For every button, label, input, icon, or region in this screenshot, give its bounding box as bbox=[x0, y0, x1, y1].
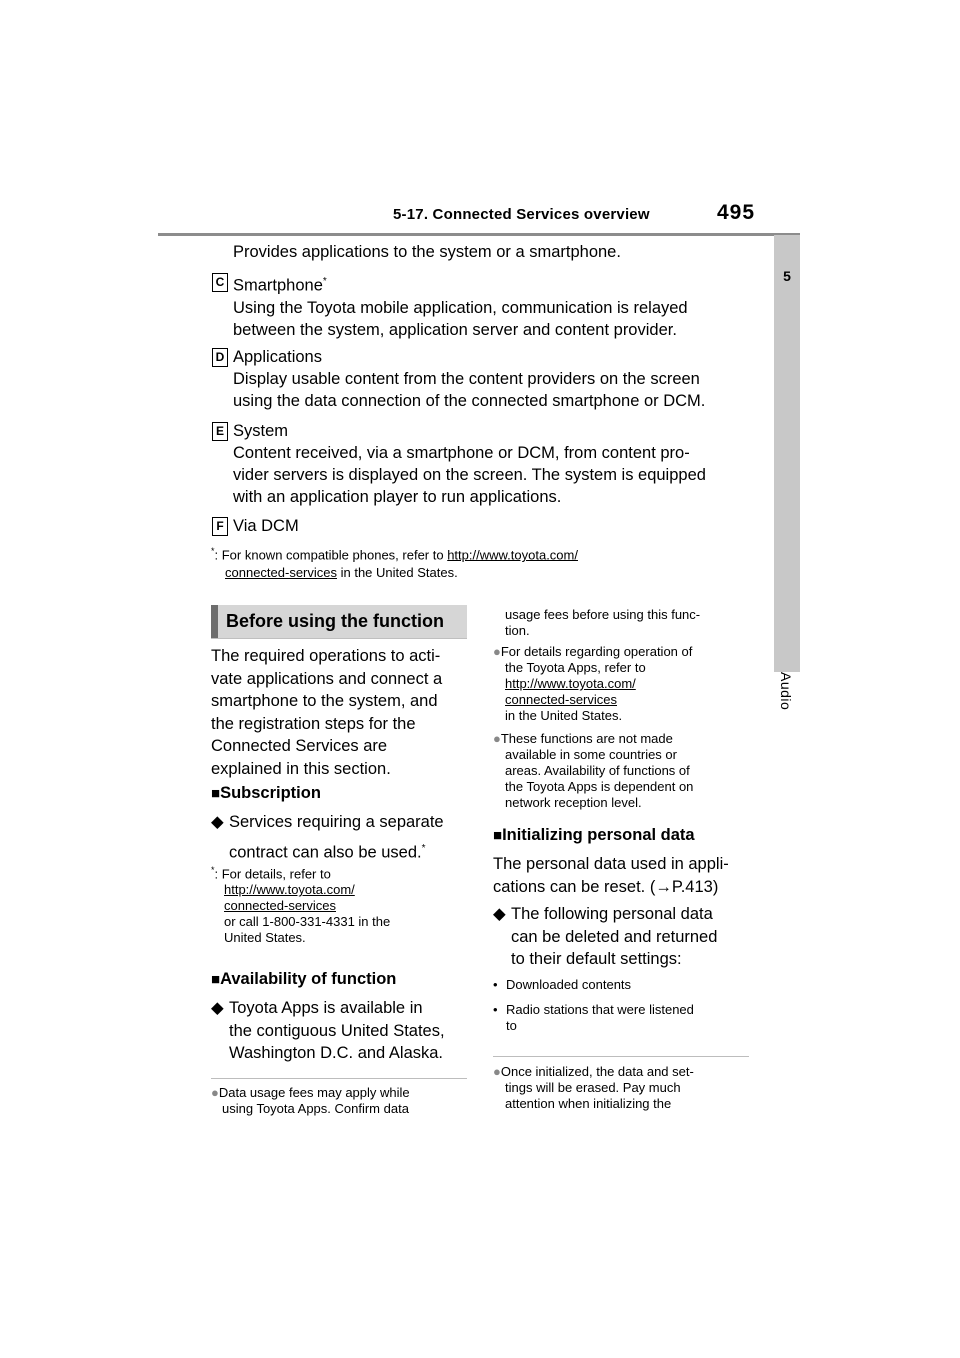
marker-d: D bbox=[212, 348, 228, 367]
bullet-text: the contiguous United States, bbox=[229, 1021, 445, 1040]
circle-bullet-icon: ● bbox=[493, 731, 501, 746]
note-initialized bbox=[493, 1064, 694, 1112]
square-bullet-icon: ■ bbox=[493, 827, 503, 844]
footnote-text: or call 1-800-331-4331 in the bbox=[224, 914, 391, 930]
item-line: Using the Toyota mobile application, communication is relayed bbox=[233, 298, 688, 317]
item-system bbox=[233, 420, 706, 508]
page-ref-arrow-icon: → bbox=[655, 877, 672, 896]
note-text: areas. Availability of functions of bbox=[505, 763, 690, 778]
intro-text: Provides applications to the system or a smartphone. bbox=[233, 243, 621, 261]
subheading-initializing bbox=[493, 826, 695, 845]
footnote-text: United States. bbox=[224, 930, 306, 946]
item-smartphone bbox=[233, 271, 688, 341]
note-text: Data usage fees may apply while bbox=[218, 1085, 410, 1100]
paragraph-line: The required operations to acti- bbox=[211, 647, 441, 665]
page-number: 495 bbox=[717, 201, 756, 224]
item-title: System bbox=[233, 422, 289, 440]
chapter-tab bbox=[774, 235, 800, 672]
marker-c: C bbox=[212, 273, 228, 292]
note-text: attention when initializing the bbox=[505, 1096, 672, 1111]
item-title: Applications bbox=[233, 348, 322, 366]
footnote-link[interactable]: connected-services bbox=[224, 898, 336, 914]
footnote-star: * bbox=[211, 865, 215, 875]
subheading-availability bbox=[211, 970, 396, 989]
item-line: with an application player to run applications. bbox=[233, 488, 562, 506]
circle-bullet-icon: ● bbox=[211, 1085, 219, 1100]
item-line: Content received, via a smartphone or DCM, from content pro- bbox=[233, 444, 690, 462]
bullet-text: to their default settings: bbox=[511, 950, 682, 968]
note-text: the Toyota Apps, refer to bbox=[505, 660, 646, 675]
item-line: Display usable content from the content providers on the screen bbox=[233, 370, 700, 388]
chapter-label: Audio bbox=[778, 672, 794, 711]
item-applications bbox=[233, 346, 705, 412]
note-text: tings will be erased. Pay much bbox=[505, 1080, 681, 1095]
item-via-dcm: Via DCM bbox=[233, 517, 299, 535]
diamond-bullet-icon: ◆ bbox=[493, 905, 506, 923]
footnote-marker: * bbox=[322, 276, 327, 287]
paragraph-line: Connected Services are bbox=[211, 737, 388, 755]
note-text: using Toyota Apps. Confirm data bbox=[222, 1101, 409, 1116]
subheading-subscription bbox=[211, 784, 321, 803]
note-text: the Toyota Apps is dependent on bbox=[505, 779, 694, 794]
personal-data-list bbox=[493, 977, 694, 1034]
note-rule bbox=[493, 1056, 749, 1057]
note-availability bbox=[493, 731, 693, 811]
note-text: For details regarding operation of bbox=[500, 644, 693, 659]
header-rule bbox=[158, 233, 800, 236]
footnote-link[interactable]: connected-services bbox=[225, 565, 337, 581]
bullet-text: Toyota Apps is available in bbox=[229, 999, 423, 1017]
square-bullet-icon: ■ bbox=[211, 785, 221, 802]
list-item: • Radio stations that were listened bbox=[493, 1002, 694, 1017]
footnote-prefix: : For known compatible phones, refer to bbox=[214, 547, 448, 563]
circle-bullet-icon: ● bbox=[493, 644, 501, 659]
list-item-text: Downloaded contents bbox=[506, 977, 632, 992]
availability-bullet bbox=[211, 997, 445, 1065]
subheading-text: Initializing personal data bbox=[502, 826, 695, 844]
footnote-text: : For details, refer to bbox=[214, 866, 331, 882]
footnote bbox=[211, 543, 731, 581]
list-item-text: Radio stations that were listened bbox=[506, 1002, 694, 1017]
note-text: tion. bbox=[505, 623, 530, 638]
bullet-text: Services requiring a separate bbox=[229, 813, 444, 831]
paragraph-line: The personal data used in appli- bbox=[493, 855, 729, 873]
note-rule bbox=[211, 1078, 467, 1079]
bullet-text: can be deleted and returned bbox=[511, 927, 718, 946]
paragraph-line: smartphone to the system, and bbox=[211, 692, 438, 710]
item-title: Smartphone bbox=[233, 276, 323, 295]
chapter-number: 5 bbox=[783, 268, 791, 284]
bullet-text: Washington D.C. and Alaska. bbox=[229, 1044, 444, 1062]
initializing-paragraph bbox=[493, 853, 729, 898]
circle-bullet-icon: ● bbox=[493, 1064, 501, 1079]
diamond-bullet-icon: ◆ bbox=[211, 813, 224, 831]
note-text: usage fees before using this func- bbox=[505, 607, 701, 622]
note-data-fees bbox=[211, 1085, 410, 1117]
marker-f: F bbox=[212, 517, 228, 536]
square-bullet-icon: ■ bbox=[211, 971, 221, 988]
intro-paragraph bbox=[211, 645, 442, 780]
footnote-link[interactable]: http://www.toyota.com/ bbox=[224, 882, 355, 898]
heading-rule bbox=[211, 638, 467, 639]
bullet-text: The following personal data bbox=[511, 905, 713, 923]
note-text: available in some countries or bbox=[505, 747, 677, 762]
section-heading: Before using the function bbox=[211, 605, 467, 638]
footnote-star: * bbox=[211, 546, 215, 556]
subheading-text: Subscription bbox=[220, 784, 321, 802]
page-reference-link[interactable]: P.413) bbox=[671, 877, 719, 896]
item-line: vider servers is displayed on the screen. The system is equipped bbox=[233, 466, 706, 484]
note-text: Once initialized, the data and set- bbox=[500, 1064, 694, 1079]
list-item-text: to bbox=[506, 1018, 517, 1033]
list-item: • Downloaded contents bbox=[493, 977, 632, 992]
subscription-bullet bbox=[211, 811, 444, 864]
initializing-bullet bbox=[493, 903, 717, 971]
item-line: using the data connection of the connected smartphone or DCM. bbox=[233, 392, 706, 410]
paragraph-line: the registration steps for the bbox=[211, 714, 416, 733]
note-details bbox=[493, 644, 692, 724]
note-text: These functions are not made bbox=[500, 731, 673, 746]
note-link[interactable]: connected-services bbox=[505, 692, 617, 707]
item-line: between the system, application server and content provider. bbox=[233, 320, 677, 339]
note-text: network reception level. bbox=[505, 795, 642, 810]
subheading-text: Availability of function bbox=[220, 970, 397, 988]
footnote-marker: * bbox=[421, 842, 426, 854]
section-title: 5-17. Connected Services overview bbox=[393, 206, 650, 223]
diamond-bullet-icon: ◆ bbox=[211, 999, 224, 1017]
note-continuation bbox=[505, 607, 700, 639]
footnote-link[interactable]: http://www.toyota.com/ bbox=[447, 547, 578, 563]
paragraph-line: explained in this section. bbox=[211, 759, 391, 778]
note-link[interactable]: http://www.toyota.com/ bbox=[505, 676, 636, 691]
subscription-footnote bbox=[211, 862, 390, 946]
paragraph-text: cations can be reset. ( bbox=[493, 877, 656, 896]
paragraph-line: vate applications and connect a bbox=[211, 669, 443, 688]
bullet-text: contract can also be used. bbox=[229, 843, 422, 861]
footnote-suffix: in the United States. bbox=[337, 565, 458, 581]
marker-e: E bbox=[212, 422, 228, 441]
note-text: in the United States. bbox=[505, 708, 623, 723]
